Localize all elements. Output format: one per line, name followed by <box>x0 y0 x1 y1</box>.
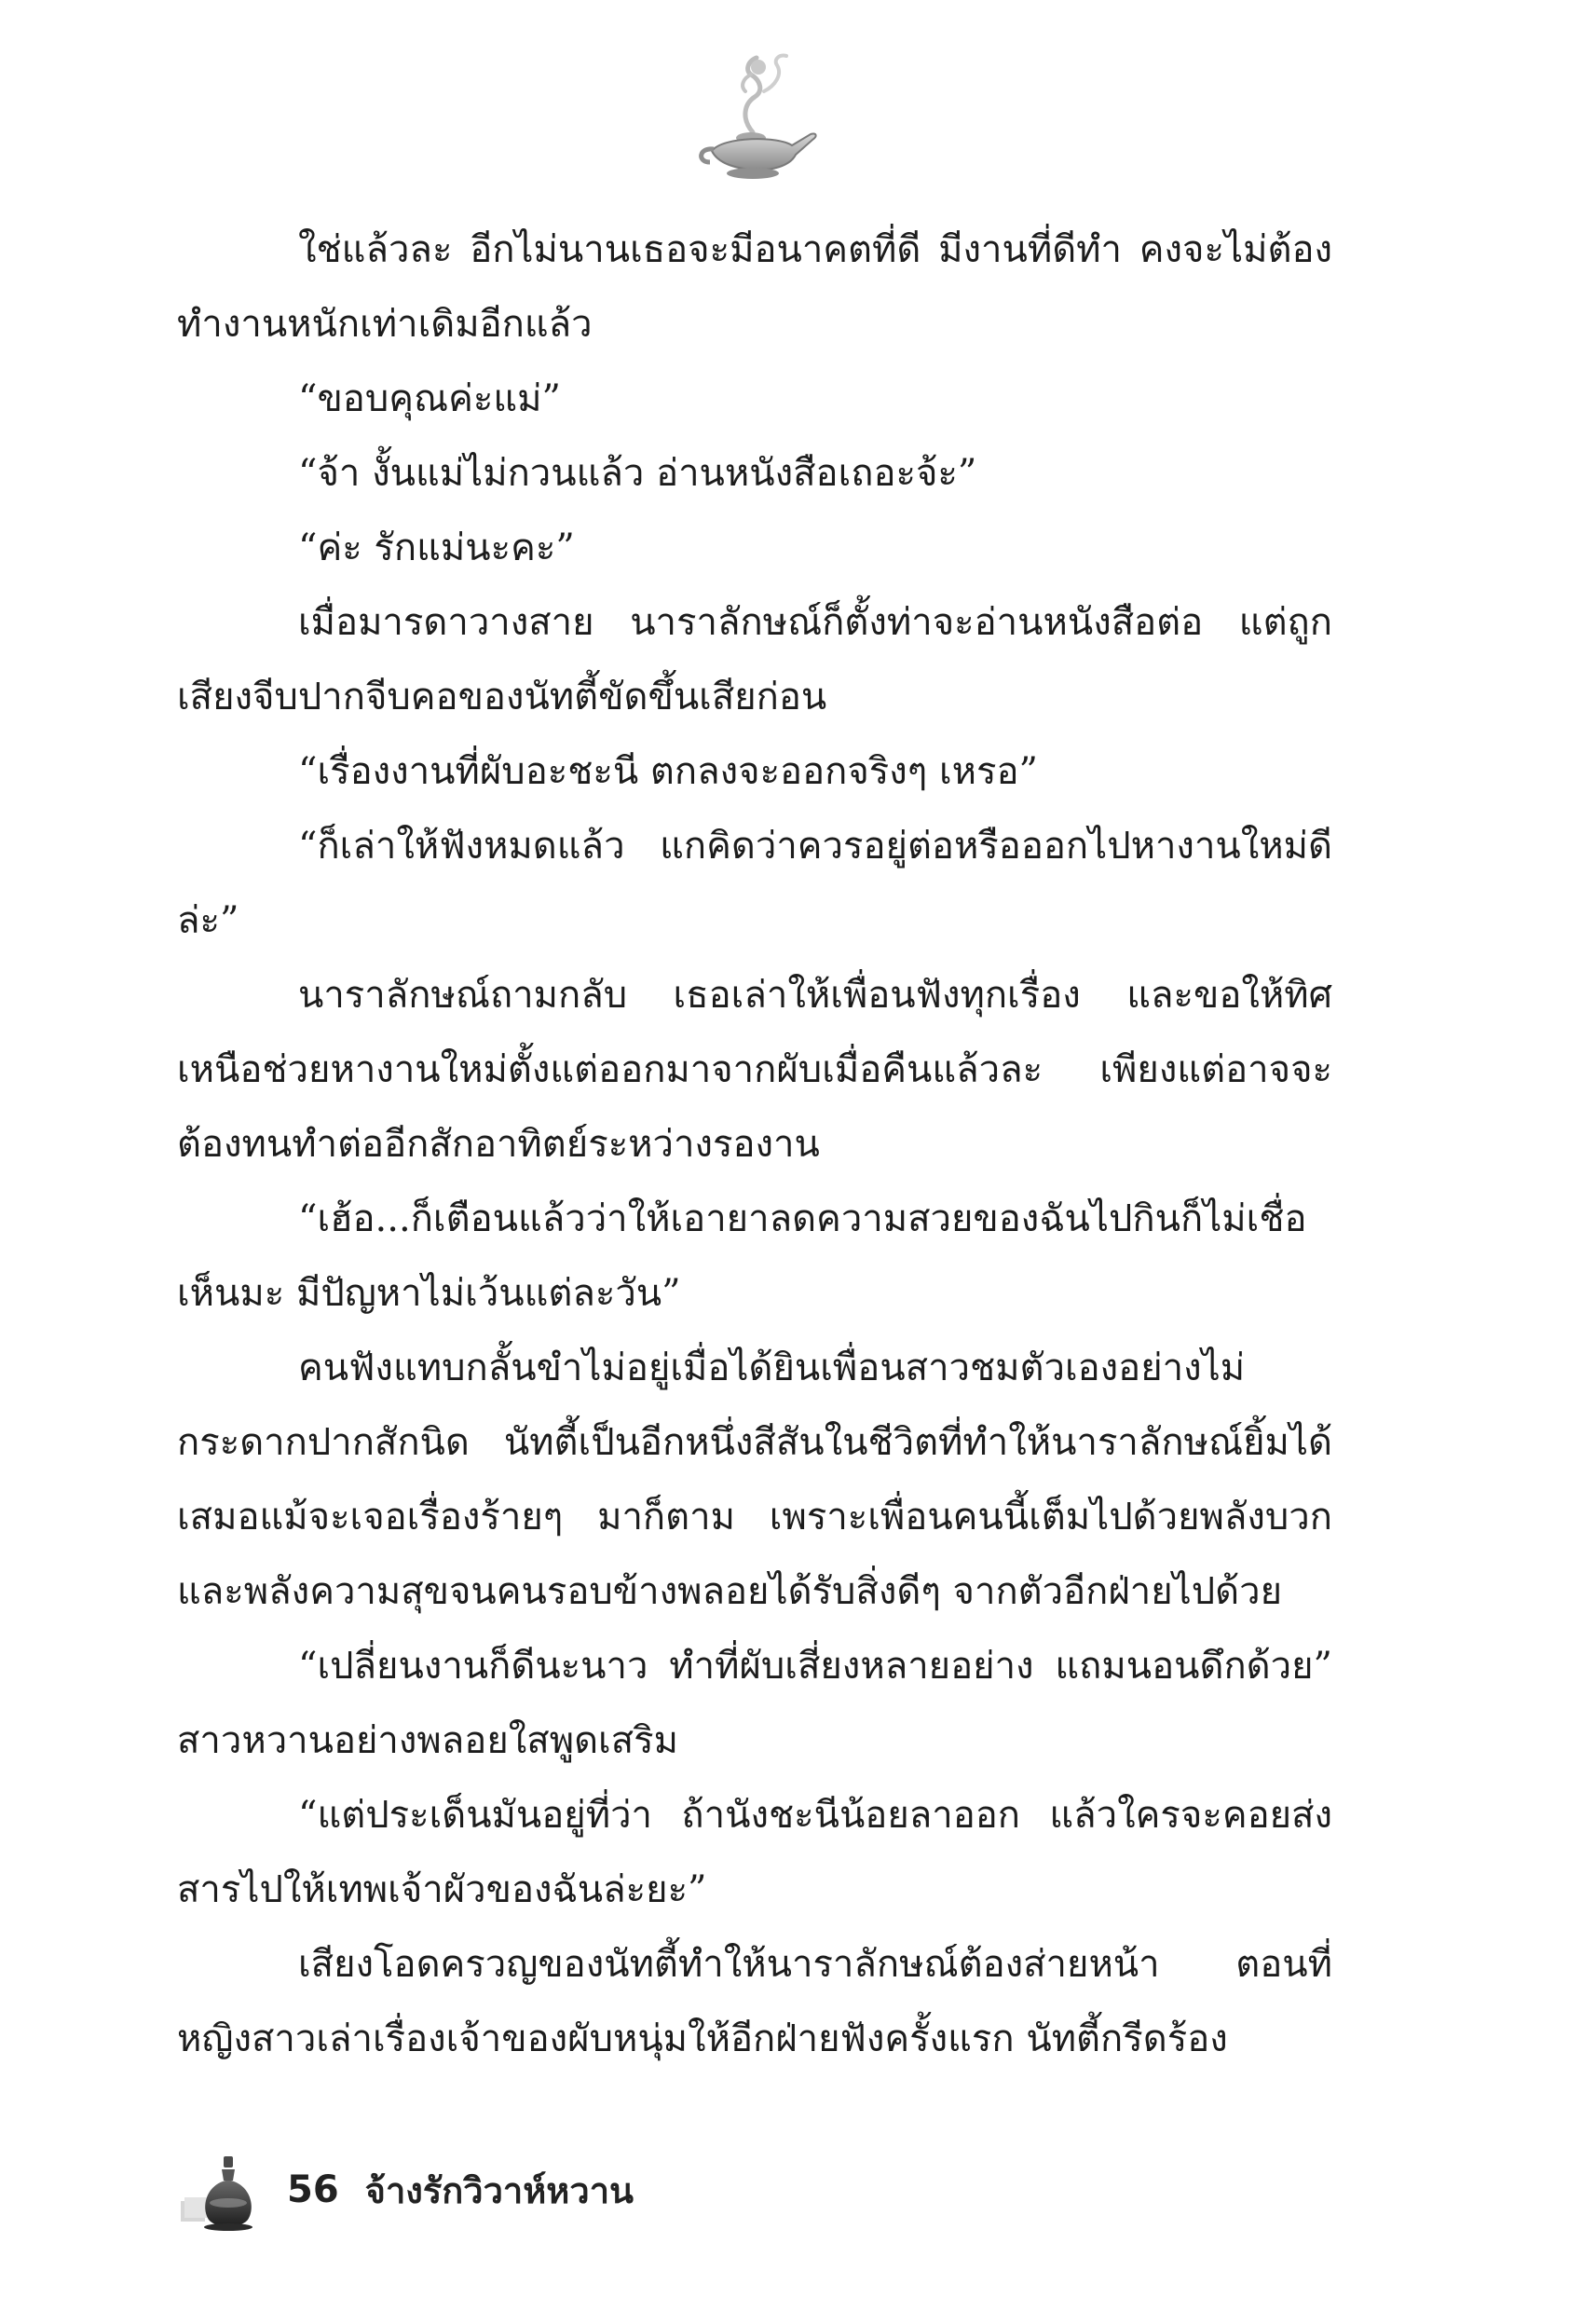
paragraph: “เฮ้อ...ก็เตือนแล้วว่าให้เอายาลดความสวยของฉันไปกินก็ไม่เชื่อเห็นมะ มีปัญหาไม่เว้นแต่ละวัน” <box>177 1197 1307 1315</box>
paragraph: เสียงโอดครวญของนัทตี้ทำให้นาราลักษณ์ต้องส่ายหน้า ตอนที่หญิงสาวเล่าเรื่องเจ้าของผับหนุ่มให้อีกฝ่ายฟังครั้งแรก นัทตี้กรีดร้อง <box>177 1943 1332 2060</box>
paragraph: นาราลักษณ์ถามกลับ เธอเล่าให้เพื่อนฟังทุกเรื่อง และขอให้ทิศเหนือช่วยหางานใหม่ตั้งแต่ออกมาจากผับเมื่อคืนแล้วละ เพียงแต่อาจจะต้องทนทำต่ออีกสักอาทิตย์ระหว่างรองาน <box>177 974 1332 1166</box>
paragraph: “เปลี่ยนงานก็ดีนะนาว ทำที่ผับเสี่ยงหลายอย่าง แถมนอนดึกด้วย” สาวหวานอย่างพลอยใสพูดเสริม <box>177 1645 1332 1762</box>
paragraph: เมื่อมารดาวางสาย นาราลักษณ์ก็ตั้งท่าจะอ่านหนังสือต่อ แต่ถูกเสียงจีบปากจีบคอของนัทตี้ขัดขึ้นเสียก่อน <box>177 601 1332 718</box>
page-footer <box>177 2143 922 2236</box>
chapter-body-text <box>177 212 1332 2076</box>
paragraph: “ค่ะ รักแม่นะคะ” <box>298 526 575 569</box>
page-number: 56 <box>287 2168 339 2211</box>
magic-lamp-genie-icon <box>686 47 825 186</box>
paragraph: “ก็เล่าให้ฟังหมดแล้ว แกคิดว่าควรอยู่ต่อหรือออกไปหางานใหม่ดีล่ะ” <box>177 825 1332 942</box>
genie-bottle-icon <box>177 2143 270 2236</box>
paragraph: “ขอบคุณค่ะแม่” <box>298 377 561 420</box>
paragraph: คนฟังแทบกลั้นขำไม่อยู่เมื่อได้ยินเพื่อนสาวชมตัวเองอย่างไม่กระดากปากสักนิด นัทตี้เป็นอีกหนึ่งสีสันในชีวิตที่ทำให้นาราลักษณ์ยิ้มได้เสมอแม้จะเจอเรื่องร้ายๆ มาก็ตาม เพราะเพื่อนคนนี้เต็มไปด้วยพลังบวกและพลังความสุขจนคนรอบข้างพลอยได้รับสิ่งดีๆ จากตัวอีกฝ่ายไปด้วย <box>177 1347 1332 1613</box>
paragraph: “เรื่องงานที่ผับอะชะนี ตกลงจะออกจริงๆ เหรอ” <box>298 750 1038 793</box>
paragraph: “แต่ประเด็นมันอยู่ที่ว่า ถ้านังชะนีน้อยลาออก แล้วใครจะคอยส่งสารไปให้เทพเจ้าผัวของฉันล่ะยะ” <box>177 1794 1332 1911</box>
book-title: จ้างรักวิวาห์หวาน <box>364 2169 634 2211</box>
paragraph: ใช่แล้วละ อีกไม่นานเธอจะมีอนาคตที่ดี มีงานที่ดีทำ คงจะไม่ต้องทำงานหนักเท่าเดิมอีกแล้ว <box>177 228 1332 346</box>
paragraph: “จ้า งั้นแม่ไม่กวนแล้ว อ่านหนังสือเถอะจ้ะ” <box>298 452 977 495</box>
